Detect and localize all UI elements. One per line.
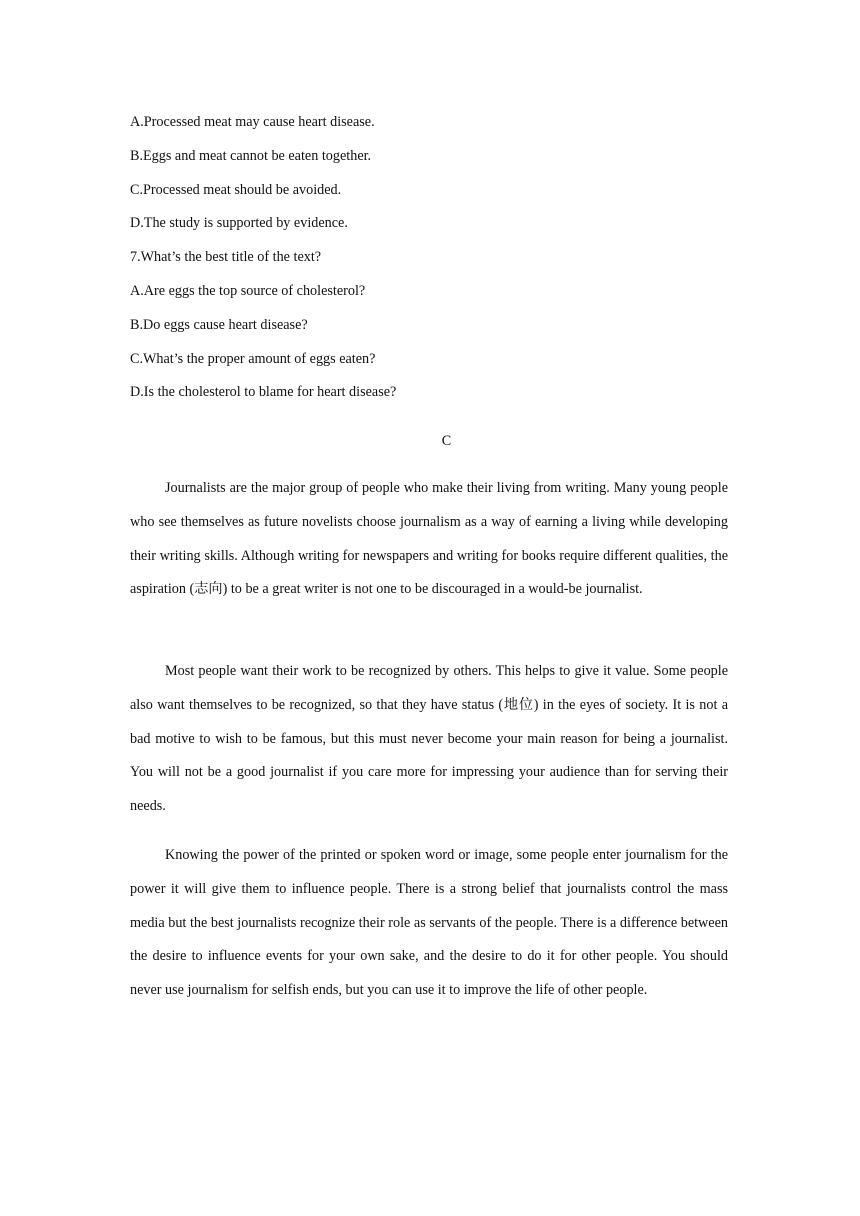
paragraph-2: Most people want their work to be recognized by others. This helps to give it value. Some people also want themselves to be recognized, so that they have status (地位) in the eyes of society. It is not a bad motive to wish to be famous, but this must never become your main reason for being a journalist. You will not be a good journalist if you care more for impressing your audience than for serving their needs. bbox=[130, 663, 728, 815]
q7-option-b: B.Do eggs cause heart disease? bbox=[130, 317, 308, 333]
paragraph-1: Journalists are the major group of people who make their living from writing. Many young people who see themselves as future novelists choose journalism as a way of earning a living while developing their writing skills. Although writing for newspapers and writing for books require different qualities, the aspiration (志向) to be a great writer is not one to be discouraged in a would-be journalist. bbox=[130, 480, 728, 598]
q6-option-c: C.Processed meat should be avoided. bbox=[130, 182, 342, 198]
q6-option-b: B.Eggs and meat cannot be eaten together. bbox=[130, 148, 372, 164]
q6-option-d: D.The study is supported by evidence. bbox=[130, 215, 348, 231]
q7-question: 7.What’s the best title of the text? bbox=[130, 249, 322, 265]
paragraph-3: Knowing the power of the printed or spoken word or image, some people enter journalism for the power it will give them to influence people. There is a strong belief that journalists control the mass media but the best journalists recognize their role as servants of the people. There is a difference between the desire to influence events for your own sake, and the desire to do it for other people. You should never use journalism for selfish ends, but you can use it to improve the life of other people. bbox=[130, 847, 728, 999]
q7-option-d: D.Is the cholesterol to blame for heart disease? bbox=[130, 384, 397, 400]
q7-option-c: C.What’s the proper amount of eggs eaten? bbox=[130, 351, 376, 367]
section-heading: C bbox=[441, 433, 452, 449]
q6-option-a: A.Processed meat may cause heart disease. bbox=[130, 114, 375, 130]
q7-option-a: A.Are eggs the top source of cholesterol? bbox=[130, 283, 366, 299]
